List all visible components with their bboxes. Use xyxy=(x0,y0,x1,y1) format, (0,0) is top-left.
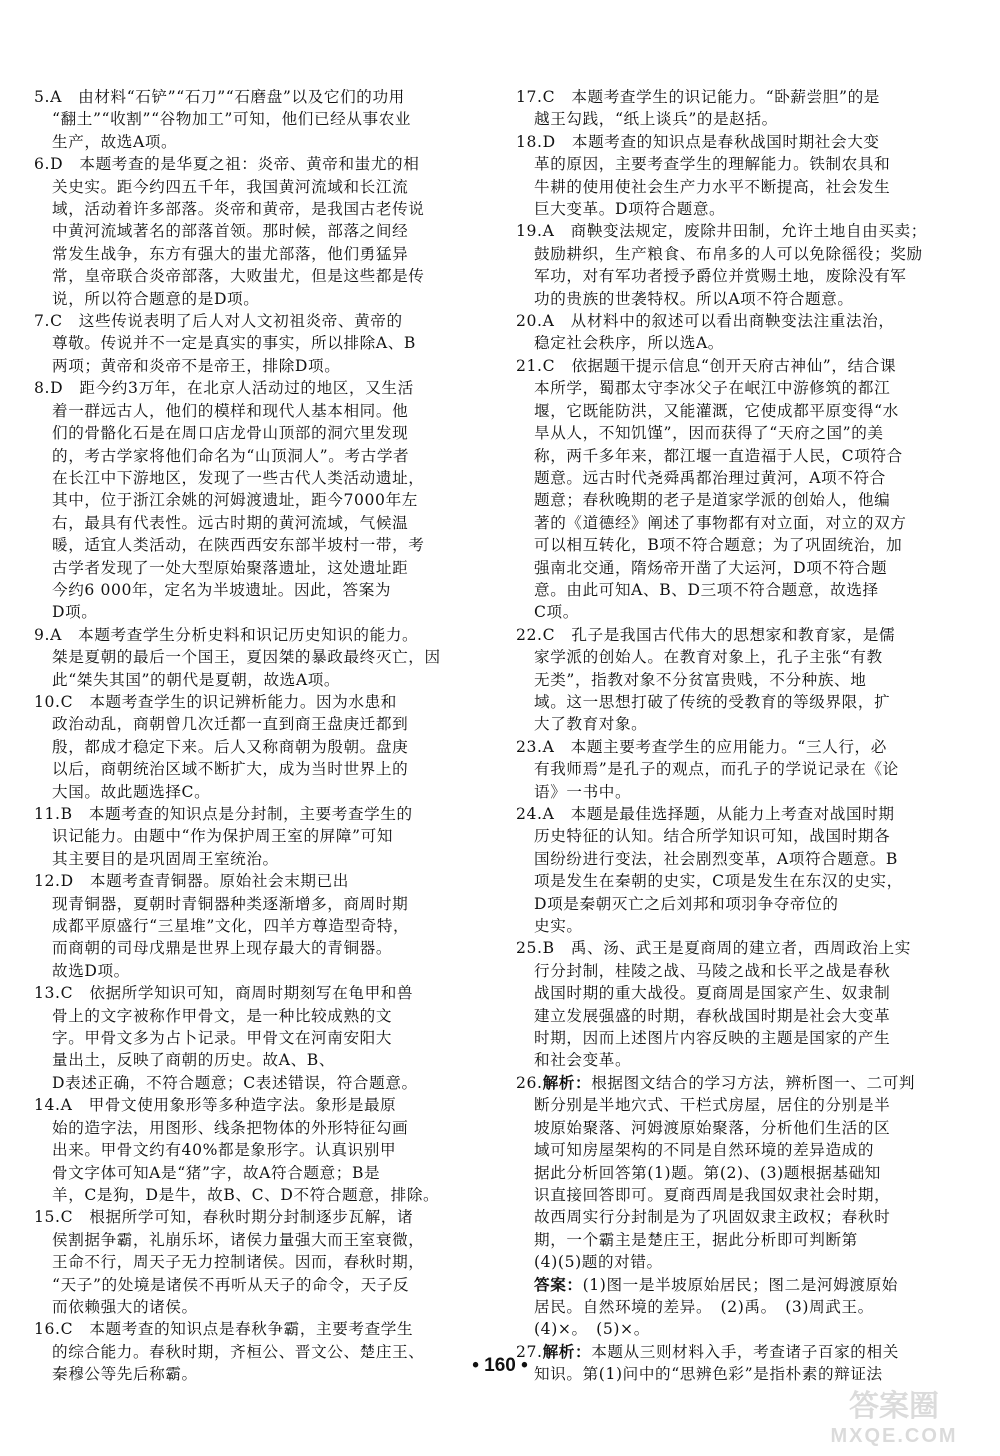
answer-line: 量出土，反映了商朝的历史。故A、B、 xyxy=(52,1051,336,1070)
watermark-url: MXQE.COM xyxy=(830,1425,958,1447)
answer-line: 24.A 本题是最佳选择题，从能力上考查对战国时期 xyxy=(516,805,895,823)
answer-line: 可以相互转化，B项不符合题意；为了巩固统治，加 xyxy=(534,536,903,555)
answer-line: 据此分析回答第(1)题。第(2)、(3)题根据基础知 xyxy=(534,1163,881,1182)
answer-line: 故西周实行分封制是为了巩固奴隶主政权；春秋时 xyxy=(534,1208,891,1227)
answer-line: 意。由此可知A、B、D三项不符合题意，故选择 xyxy=(534,580,879,599)
answer-entry xyxy=(34,1206,476,1318)
answer-entry xyxy=(516,220,966,310)
answer-line: 称，两千多年来，都江堰一直造福于人民，C项符合 xyxy=(534,446,903,465)
answer-line: 历史特征的认知。结合所学知识可知，战国时期各 xyxy=(534,827,891,846)
answer-line: 以后，商朝统治区域不断扩大，成为当时世界上的 xyxy=(52,760,409,779)
answer-line: 今约6 000年，定名为半坡遗址。因此，答案为 xyxy=(52,580,392,599)
answer-line: 知识。第(1)问中的“思辨色彩”是指朴素的辩证法 xyxy=(534,1365,883,1384)
answer-line: 史实。 xyxy=(534,917,583,936)
answer-line: 常，皇帝联合炎帝部落，大败蚩尤，但是这些都是传 xyxy=(52,267,425,286)
answer-line: 5.A 由材料“石铲”“石刀”“石磨盘”以及它们的功用 xyxy=(34,88,405,106)
answer-line: 骨文字体可知A是“猪”字，故A符合题意；B是 xyxy=(52,1163,381,1182)
answer-line: 建立发展强盛的时期，春秋战国时期是社会大变革 xyxy=(534,1006,891,1025)
answer-line: 6.D 本题考查的是华夏之祖：炎帝、黄帝和蚩尤的相 xyxy=(34,155,420,174)
answer-line: 大国。故此题选择C。 xyxy=(52,782,211,801)
answer-line: 20.A 从材料中的叙述可以看出商鞅变法注重法治， xyxy=(516,312,895,331)
answer-line: 此“桀失其国”的朝代是夏朝，故选A项。 xyxy=(52,670,341,689)
answer-line: 巨大变革。D项符合题意。 xyxy=(534,200,726,219)
answer-line: 鼓励耕织，生产粮食、布帛多的人可以免除徭役；奖励 xyxy=(534,244,923,263)
answer-line: 出来。甲骨文约有40%都是象形字。认真识别甲 xyxy=(52,1141,397,1160)
answer-entry xyxy=(34,377,476,623)
answer-line: 域可知房屋架构的不同是自然环境的差异造成的 xyxy=(534,1141,875,1160)
answer-line: 的综合能力。春秋时期，齐桓公、晋文公、楚庄王、 xyxy=(52,1342,425,1361)
answer-line: 11.B 本题考查的知识点是分封制，主要考查学生的 xyxy=(34,805,413,823)
answer-line: 现青铜器，夏朝时青铜器种类逐渐增多，商周时期 xyxy=(52,894,409,913)
answer-line: 强南北交通，隋炀帝开凿了大运河，D项不符合题 xyxy=(534,558,888,577)
answer-text: 本题从三则材料入手，考查诸子百家的相关 xyxy=(591,1342,899,1361)
answer-line: 其中，位于浙江余姚的河姆渡遗址，距今7000年左 xyxy=(52,491,418,510)
answer-line: 旱从人，不知饥馑”，因而获得了“天府之国”的美 xyxy=(534,424,884,443)
answer-line: 域。这一思想打破了传统的受教育的等级界限，扩 xyxy=(534,692,891,711)
answer-line: 22.C 孔子是我国古代伟大的思想家和教育家，是儒 xyxy=(516,625,896,644)
answer-line: 骨上的文字被称作甲骨文，是一种比较成熟的文 xyxy=(52,1006,393,1025)
answer-line: 时期，因而上述图片内容反映的主题是国家的产生 xyxy=(534,1029,891,1048)
answer-line: 无类”，指教对象不分贫富贵贱，不分种族、地 xyxy=(534,670,867,689)
answer-line: (4)(5)题的对错。 xyxy=(534,1253,663,1272)
answer-label: 解析： xyxy=(542,1342,592,1361)
watermark-text: 答案圈 xyxy=(849,1389,939,1424)
answer-entry xyxy=(34,691,476,803)
answer-line: 23.A 本题主要考查学生的应用能力。“三人行，必 xyxy=(516,737,887,756)
answer-number: 26. xyxy=(516,1073,543,1092)
answer-line: 和社会变革。 xyxy=(534,1051,632,1070)
answer-line: 题意。远古时代尧舜禹都治理过黄河，A项不符合 xyxy=(534,468,886,487)
answer-line: 侯割据争霸，礼崩乐坏，诸侯力量强大而王室衰微， xyxy=(52,1230,425,1249)
answer-entry xyxy=(516,131,966,221)
answer-entry xyxy=(34,803,476,870)
answer-line: 著的《道德经》阐述了事物都有对立面，对立的双方 xyxy=(534,513,907,532)
answer-line: 成都平原盛行“三星堆”文化，四羊方尊造型奇特， xyxy=(52,917,410,936)
answer-entry xyxy=(516,937,966,1071)
answer-line: 而依赖强大的诸侯。 xyxy=(52,1297,198,1316)
answer-line: 大了教育对象。 xyxy=(534,715,648,734)
answer-line: 战国时期的重大战役。夏商周是国家产生、奴隶制 xyxy=(534,984,891,1003)
right-column xyxy=(516,86,966,1386)
answer-label: 解析： xyxy=(542,1073,592,1092)
answer-line: “翻土”“收割”“谷物加工”可知，他们已经从事农业 xyxy=(52,110,412,129)
answer-line: 识记能力。由题中“作为保护周王室的屏障”可知 xyxy=(52,827,394,846)
watermark-logo xyxy=(804,1382,984,1448)
answer-line: 25.B 禹、汤、武王是夏商周的建立者，西周政治上实 xyxy=(516,939,911,958)
answer-line xyxy=(516,1072,966,1094)
answer-line: 常发生战争，东方有强大的蚩尤部落，他们勇猛异 xyxy=(52,244,409,263)
answer-line: 说，所以符合题意的是D项。 xyxy=(52,289,260,308)
answer-line: 中黄河流域著名的部落首领。那时候，部落之间经 xyxy=(52,222,409,241)
answer-line: C项。 xyxy=(534,603,579,622)
answer-line: 稳定社会秩序，所以选A。 xyxy=(534,334,724,353)
answer-line: 21.C 依据题干提示信息“创开天府古神仙”，结合课 xyxy=(516,356,897,375)
answer-line: 居民。自然环境的差异。 (2)禹。 (3)周武王。 xyxy=(534,1297,874,1316)
answer-line: 17.C 本题考查学生的识记能力。“卧薪尝胆”的是 xyxy=(516,88,880,106)
answer-line: 在长江中下游地区，发现了一些古代人类活动遗址， xyxy=(52,468,425,487)
answer-line: 生产，故选A项。 xyxy=(52,132,178,151)
answer-line: 本所学，蜀郡太守李冰父子在岷江中游修筑的都江 xyxy=(534,379,891,398)
answer-line: 殷，都成才稳定下来。后人又称商朝为殷朝。盘庚 xyxy=(52,737,409,756)
left-column xyxy=(34,86,476,1386)
answer-line: 军功，对有军功者授予爵位并赏赐土地，废除没有军 xyxy=(534,267,907,286)
answer-line: 两项；黄帝和炎帝不是帝王，排除D项。 xyxy=(52,356,341,375)
answer-line: 14.A 甲骨文使用象形等多种造字法。象形是最原 xyxy=(34,1096,397,1115)
answer-entry xyxy=(34,982,476,1094)
answer-line: 王命不行，周天子无力控制诸侯。因而，春秋时期， xyxy=(52,1253,425,1272)
answer-line: 故选D项。 xyxy=(52,961,130,980)
answer-entry xyxy=(34,870,476,982)
answer-line: 越王勾践，“纸上谈兵”的是赵括。 xyxy=(534,110,778,129)
answer-text: (1)图一是半坡原始居民；图二是河姆渡原始 xyxy=(582,1275,898,1294)
answer-line: 而商朝的司母戊鼎是世界上现存最大的青铜器。 xyxy=(52,939,393,958)
answer-line: 13.C 依据所学知识可知，商周时期刻写在龟甲和兽 xyxy=(34,984,414,1003)
answer-line: 革的原因，主要考查学生的理解能力。铁制农具和 xyxy=(534,155,891,174)
answer-line: 10.C 本题考查学生的识记辨析能力。因为水患和 xyxy=(34,692,398,711)
answer-entry xyxy=(516,310,966,355)
answer-line: 关史实。距今约四五千年，我国黄河流域和长江流 xyxy=(52,177,409,196)
answer-line xyxy=(516,1274,966,1296)
answer-line: 羊，C是狗，D是牛，故B、C、D不符合题意，排除。 xyxy=(52,1185,440,1204)
answer-line: 15.C 根据所学可知，春秋时期分封制逐步瓦解，诸 xyxy=(34,1208,414,1227)
answer-line: 断分别是半地穴式、干栏式房屋，居住的分别是半 xyxy=(534,1096,891,1115)
answer-entry xyxy=(34,624,476,691)
answer-line: 16.C 本题考查的知识点是春秋争霸，主要考查学生 xyxy=(34,1320,414,1339)
page-number-text: 160 xyxy=(484,1355,516,1376)
answer-line: 始的造字法，用图形、线条把物体的外形特征勾画 xyxy=(52,1118,409,1137)
answer-entry xyxy=(34,310,476,377)
answer-line: 的，考古学家将他们命名为“山顶洞人”。考古学者 xyxy=(52,446,410,465)
answer-line: 暖，适宜人类活动，在陕西西安东部半坡村一带，考 xyxy=(52,536,425,555)
answer-entry xyxy=(516,1274,966,1341)
answer-line: D项。 xyxy=(52,603,98,622)
page-number: • 160 • xyxy=(472,1355,528,1376)
answer-line: 语》一书中。 xyxy=(534,782,632,801)
answer-entry xyxy=(516,355,966,624)
answer-line: 7.C 这些传说表明了后人对人文初祖炎帝、黄帝的 xyxy=(34,312,403,331)
answer-line: 其主要目的是巩固周王室统治。 xyxy=(52,849,279,868)
answer-entry xyxy=(34,153,476,310)
answer-line: 政治动乱，商朝曾几次迁都一直到商王盘庚迁都到 xyxy=(52,715,409,734)
answer-number: 27. xyxy=(516,1342,543,1361)
answer-line: 桀是夏朝的最后一个国王，夏因桀的暴政最终灭亡，因 xyxy=(52,648,441,667)
answer-line: D项是秦朝灭亡之后刘邦和项羽争夺帝位的 xyxy=(534,894,839,913)
answer-entry xyxy=(516,803,966,937)
answer-line: 国纷纷进行变法，社会剧烈变革，A项符合题意。B xyxy=(534,849,898,868)
answer-line: 题意；春秋晚期的老子是道家学派的创始人，他编 xyxy=(534,491,891,510)
answer-line: 字。甲骨文多为占卜记录。甲骨文在河南安阳大 xyxy=(52,1029,393,1048)
answer-entry xyxy=(516,86,966,131)
answer-line: 尊敬。传说并不一定是真实的事实，所以排除A、B xyxy=(52,334,416,353)
answer-line: 8.D 距今约3万年，在北京人活动过的地区，又生活 xyxy=(34,379,414,398)
answer-line: 功的贵族的世袭特权。所以A项不符合题意。 xyxy=(534,289,854,308)
answer-line: 牛耕的使用使社会生产力水平不断提高，社会发生 xyxy=(534,177,891,196)
answer-line: (4)×。 (5)×。 xyxy=(534,1320,650,1339)
answer-line: 家学派的创始人。在教育对象上，孔子主张“有教 xyxy=(534,648,883,667)
answer-entry xyxy=(516,1072,966,1274)
answer-line: “天子”的处境是诸侯不再听从天子的命令，天子反 xyxy=(52,1275,410,1294)
answer-entry xyxy=(516,624,966,736)
answer-line: D表述正确，不符合题意；C表述错误，符合题意。 xyxy=(52,1073,418,1092)
answer-line: 秦穆公等先后称霸。 xyxy=(52,1365,198,1384)
answer-line: 们的骨骼化石是在周口店龙骨山顶部的洞穴里发现 xyxy=(52,424,409,443)
answer-line: 识直接回答即可。夏商西周是我国奴隶社会时期， xyxy=(534,1185,891,1204)
answer-entry xyxy=(34,86,476,153)
answer-line: 坡原始聚落、河姆渡原始聚落，分析他们生活的区 xyxy=(534,1118,891,1137)
answer-label: 答案： xyxy=(534,1275,583,1294)
answer-line: 18.D 本题考查的知识点是春秋战国时期社会大变 xyxy=(516,132,880,151)
answer-line: 域，活动着许多部落。炎帝和黄帝，是我国古老传说 xyxy=(52,200,425,219)
answer-line: 项是发生在秦朝的史实，C项是发生在东汉的史实， xyxy=(534,872,903,891)
answer-line: 行分封制，桂陵之战、马陵之战和长平之战是春秋 xyxy=(534,961,891,980)
answer-line: 右，最具有代表性。远古时期的黄河流域，气候温 xyxy=(52,513,409,532)
answer-entry xyxy=(34,1094,476,1206)
answer-line: 9.A 本题考查学生分析史料和识记历史知识的能力。 xyxy=(34,625,419,644)
answer-text: 根据图文结合的学习方法，辨析图一、二可判 xyxy=(591,1073,916,1092)
answer-line: 19.A 商鞅变法规定，废除井田制，允许土地自由买卖； xyxy=(516,222,927,241)
answer-line: 古学者发现了一处大型原始聚落遗址，这处遗址距 xyxy=(52,558,409,577)
answer-line: 12.D 本题考查青铜器。原始社会末期已出 xyxy=(34,872,349,891)
answer-line: 堰，它既能防洪，又能灌溉，它使成都平原变得“水 xyxy=(534,401,899,420)
answer-line: 期，一个霸主是楚庄王，据此分析即可判断第 xyxy=(534,1230,858,1249)
answer-line: 着一群远古人，他们的模样和现代人基本相同。他 xyxy=(52,401,409,420)
answer-entry xyxy=(516,736,966,803)
answer-line: 有我师焉”是孔子的观点，而孔子的学说记录在《论 xyxy=(534,760,899,779)
